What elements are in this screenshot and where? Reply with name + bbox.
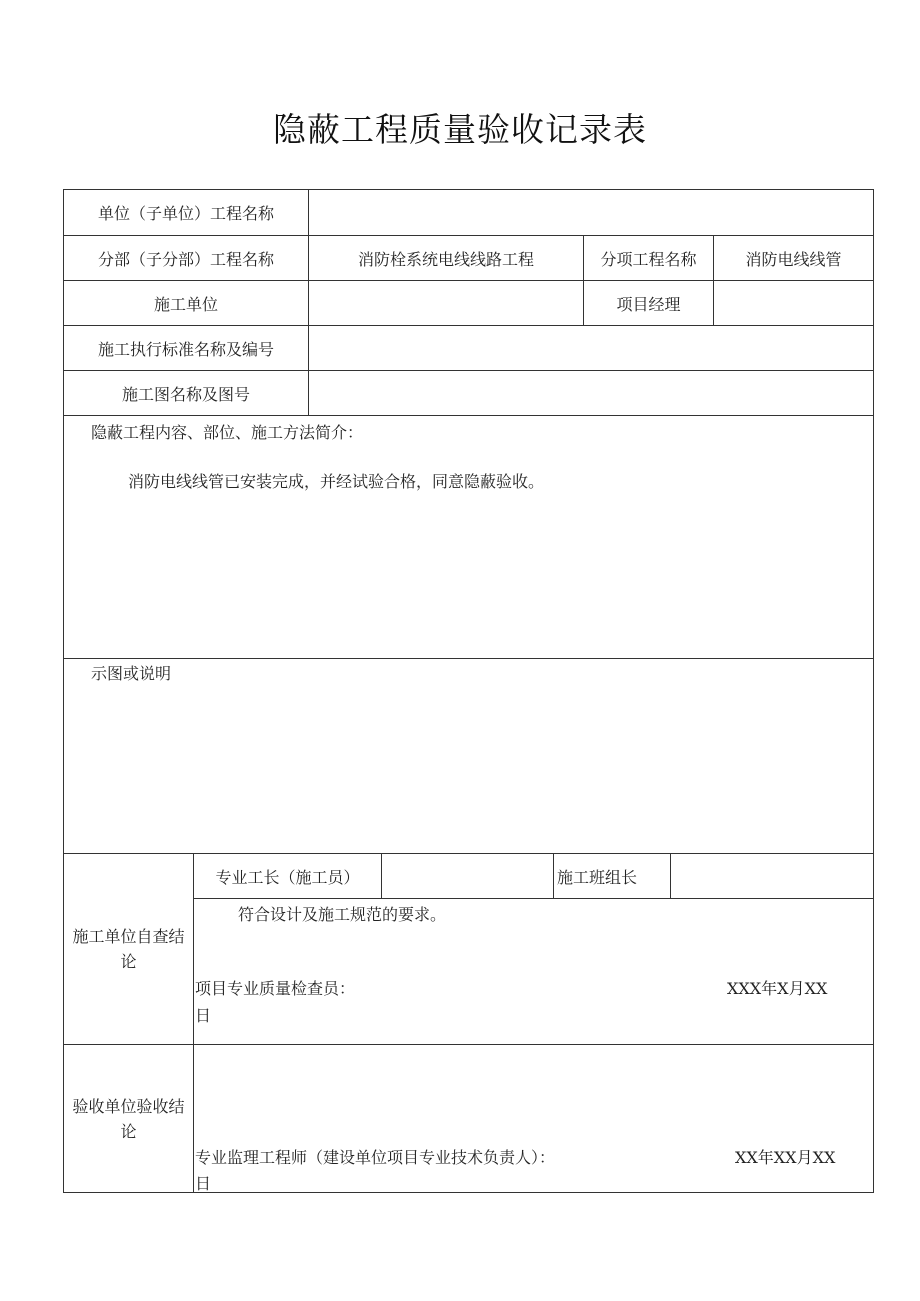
unit-project-label: 单位（子单位）工程名称 [97,204,274,223]
self-check-conclusion[interactable]: 符合设计及施工规范的要求。 [238,905,447,924]
contractor-label: 施工单位 [153,294,218,314]
row-divider [193,898,874,899]
page-title: 隐蔽工程质量验收记录表 [273,110,647,149]
supervising-engineer-label: 专业监理工程师（建设单位项目专业技术负责人）： [195,1148,556,1167]
acceptance-date[interactable]: XX年XX月XX [735,1148,836,1167]
foreman-label: 专业工长（施工员） [215,867,360,887]
table-border-right [873,189,874,1193]
acceptance-label: 验收单位验收结论 [72,1096,185,1141]
self-check-day-char: 日 [195,1006,212,1025]
subitem-label: 分项工程名称 [600,249,697,269]
standard-field[interactable] [309,326,873,370]
team-leader-label: 施工班组长 [557,867,638,887]
project-manager-label: 项目经理 [616,294,681,314]
row-divider [63,415,874,416]
unit-project-field[interactable] [309,190,873,235]
foreman-field[interactable] [382,854,553,898]
quality-inspector-label: 项目专业质量检查员： [195,979,356,998]
table-border-bottom [63,1192,874,1193]
division-field[interactable]: 消防栓系统电线线路工程 [357,249,534,269]
team-leader-field[interactable] [671,854,873,898]
drawing-label: 施工图名称及图号 [121,384,250,404]
col-divider [553,853,554,899]
diagram-heading: 示图或说明 [91,664,172,683]
concealed-work-content[interactable]: 消防电线线管已安装完成，并经试验合格，同意隐蔽验收。 [128,472,545,491]
row-divider [63,658,874,659]
standard-label: 施工执行标准名称及编号 [97,339,274,359]
division-label: 分部（子分部）工程名称 [97,249,274,269]
self-check-label: 施工单位自查结论 [72,927,185,971]
self-check-date[interactable]: XXX年X月XX [727,979,828,998]
project-manager-field[interactable] [714,281,873,325]
concealed-work-heading: 隐蔽工程内容、部位、施工方法简介： [91,423,364,442]
subitem-field[interactable]: 消防电线线管 [745,249,842,269]
col-divider [193,853,194,1193]
acceptance-day-char: 日 [195,1174,212,1193]
drawing-field[interactable] [309,371,873,415]
contractor-field[interactable] [309,281,583,325]
